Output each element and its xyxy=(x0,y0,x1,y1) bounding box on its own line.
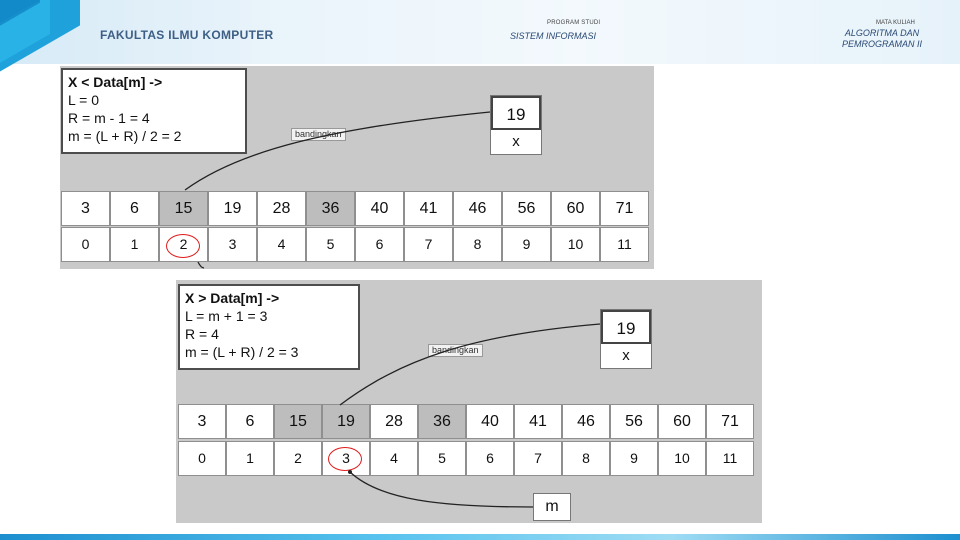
index-cell: 10 xyxy=(551,227,600,262)
course-value: ALGORITMA DAN PEMROGRAMAN II xyxy=(841,28,922,49)
compare-arrow-1 xyxy=(185,112,490,190)
index-cell: 2 xyxy=(159,227,208,262)
value-cell: 28 xyxy=(257,191,306,226)
search-var: x xyxy=(491,130,541,154)
value-cell: 56 xyxy=(502,191,551,226)
condition-line: R = m - 1 = 4 xyxy=(68,110,150,126)
index-cell: 9 xyxy=(610,441,658,476)
value-cell: 3 xyxy=(61,191,110,226)
index-cell: 5 xyxy=(418,441,466,476)
index-cell: 4 xyxy=(257,227,306,262)
index-cell: 3 xyxy=(322,441,370,476)
index-cell: 7 xyxy=(514,441,562,476)
condition-line: X > Data[m] -> xyxy=(185,290,280,306)
index-cell: 1 xyxy=(110,227,159,262)
pointer-tail-1 xyxy=(198,262,204,268)
value-cell: 40 xyxy=(355,191,404,226)
m-pointer-box: m xyxy=(533,493,571,521)
value-cell: 46 xyxy=(562,404,610,439)
condition-line: R = 4 xyxy=(185,326,219,342)
index-cell: 8 xyxy=(562,441,610,476)
index-cell: 6 xyxy=(355,227,404,262)
program-label: PROGRAM STUDI xyxy=(547,20,601,26)
search-var: x xyxy=(601,344,651,368)
index-cell: 1 xyxy=(226,441,274,476)
value-cell: 71 xyxy=(706,404,754,439)
value-cell: 15 xyxy=(159,191,208,226)
condition-line: X < Data[m] -> xyxy=(68,74,163,90)
value-cell: 36 xyxy=(306,191,355,226)
value-cell: 28 xyxy=(370,404,418,439)
compare-arrow-2 xyxy=(340,324,600,405)
value-cell: 46 xyxy=(453,191,502,226)
condition-line: L = m + 1 = 3 xyxy=(185,308,268,324)
value-cell: 36 xyxy=(418,404,466,439)
faculty-name: FAKULTAS ILMU KOMPUTER xyxy=(100,28,274,42)
program-value: SISTEM INFORMASI xyxy=(510,31,597,41)
value-cell: 19 xyxy=(322,404,370,439)
value-cell: 56 xyxy=(610,404,658,439)
value-cell: 41 xyxy=(514,404,562,439)
value-cell: 40 xyxy=(466,404,514,439)
index-cell: 11 xyxy=(706,441,754,476)
value-cell: 3 xyxy=(178,404,226,439)
index-cell: 0 xyxy=(178,441,226,476)
index-cell: 11 xyxy=(600,227,649,262)
footer-stripe xyxy=(0,534,960,540)
search-value: 19 xyxy=(491,96,541,130)
index-cell: 10 xyxy=(658,441,706,476)
search-value: 19 xyxy=(601,310,651,344)
index-cell: 3 xyxy=(208,227,257,262)
compare-label-1: bandingkan xyxy=(291,128,346,141)
index-cell: 5 xyxy=(306,227,355,262)
m-pointer-arrow xyxy=(350,472,533,507)
compare-label-2: bandingkan xyxy=(428,344,483,357)
index-cell: 4 xyxy=(370,441,418,476)
value-cell: 71 xyxy=(600,191,649,226)
value-cell: 60 xyxy=(658,404,706,439)
value-cell: 6 xyxy=(110,191,159,226)
index-cell: 8 xyxy=(453,227,502,262)
value-cell: 19 xyxy=(208,191,257,226)
value-cell: 41 xyxy=(404,191,453,226)
value-cell: 6 xyxy=(226,404,274,439)
condition-line: m = (L + R) / 2 = 3 xyxy=(185,344,299,360)
index-cell: 9 xyxy=(502,227,551,262)
condition-line: m = (L + R) / 2 = 2 xyxy=(68,128,182,144)
index-cell: 0 xyxy=(61,227,110,262)
index-cell: 2 xyxy=(274,441,322,476)
index-cell: 7 xyxy=(404,227,453,262)
value-cell: 60 xyxy=(551,191,600,226)
value-cell: 15 xyxy=(274,404,322,439)
index-cell: 6 xyxy=(466,441,514,476)
condition-line: L = 0 xyxy=(68,92,100,108)
course-label: MATA KULIAH xyxy=(876,20,915,26)
